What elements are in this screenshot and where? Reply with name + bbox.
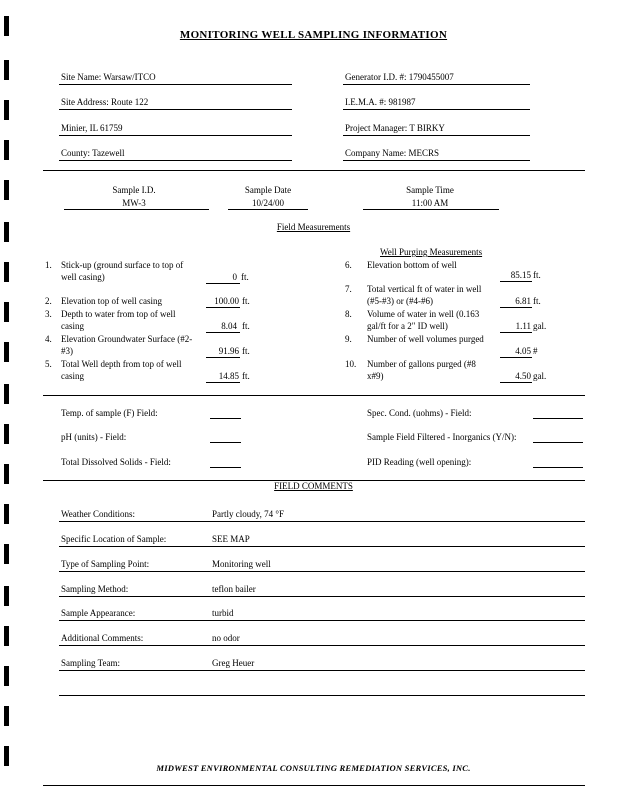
measure-value: 6.81 (515, 296, 531, 306)
spec-cond-blank (533, 418, 583, 419)
measure-unit: ft. (533, 296, 541, 306)
measure-value: 14.85 (218, 371, 239, 381)
measure-label-2: casing (61, 371, 84, 381)
site-address: Site Address: Route 122 (61, 97, 149, 107)
measure-unit: ft. (242, 296, 250, 306)
measure-label-2: #3) (61, 346, 73, 356)
tds-blank (210, 467, 241, 468)
measure-label-2: x#9) (367, 371, 384, 381)
measure-num: 3. (45, 309, 52, 319)
sample-time-value: 11:00 AM (411, 198, 449, 208)
measure-value: 91.96 (218, 346, 239, 356)
measure-value: 1.11 (515, 321, 531, 331)
measure-label-2: well casing) (61, 272, 105, 282)
field-comments-title: FIELD COMMENTS (274, 481, 353, 491)
ph-blank (210, 442, 241, 443)
site-city: Minier, IL 61759 (61, 123, 123, 133)
temp-blank (210, 418, 241, 419)
comment-label: Type of Sampling Point: (61, 559, 150, 569)
measure-num: 5. (45, 359, 52, 369)
measure-unit: ft. (242, 346, 250, 356)
measure-num: 2. (45, 296, 52, 306)
measure-num: 9. (345, 334, 352, 344)
sample-id-label: Sample I.D. (112, 185, 156, 195)
measure-label: Stick-up (ground surface to top of (61, 260, 184, 270)
measure-label: Elevation Groundwater Surface (#2- (61, 334, 193, 344)
site-county: County: Tazewell (61, 148, 125, 158)
footer-company: MIDWEST ENVIRONMENTAL CONSULTING REMEDIATION SERVICES, INC. (156, 763, 471, 773)
comment-value: no odor (212, 633, 240, 643)
document-title: MONITORING WELL SAMPLING INFORMATION (179, 29, 448, 41)
measure-label: Depth to water from top of well (61, 309, 176, 319)
measure-num: 8. (345, 309, 352, 319)
comment-label: Sampling Team: (61, 658, 120, 668)
comment-label: Sample Appearance: (61, 608, 136, 618)
ph-label: pH (units) - Field: (61, 432, 127, 442)
company-name: Company Name: MECRS (345, 148, 439, 158)
measure-label: Volume of water in well (0.163 (367, 309, 480, 319)
measure-num: 10. (345, 359, 357, 369)
comment-label: Weather Conditions: (61, 509, 136, 519)
pid-label: PID Reading (well opening): (367, 457, 472, 467)
measure-value: 0 (232, 272, 237, 282)
measure-num: 7. (345, 284, 352, 294)
measure-label: Number of well volumes purged (367, 334, 484, 344)
filtered-label: Sample Field Filtered - Inorganics (Y/N): (367, 432, 517, 442)
temp-label: Temp. of sample (F) Field: (61, 408, 158, 418)
comment-label: Specific Location of Sample: (61, 534, 167, 544)
measure-value: 85.15 (510, 270, 531, 280)
measure-unit: # (533, 346, 538, 356)
comment-value: Partly cloudy, 74 °F (212, 509, 285, 519)
iema-number: I.E.M.A. #: 981987 (345, 97, 416, 107)
sample-time-label: Sample Time (406, 185, 454, 195)
spec-cond-label: Spec. Cond. (uohms) - Field: (367, 408, 472, 418)
comment-label: Additional Comments: (61, 633, 144, 643)
measure-value: 4.50 (515, 371, 531, 381)
divider (43, 395, 585, 396)
measure-label: Number of gallons purged (#8 (367, 359, 476, 369)
measure-unit: ft. (242, 371, 250, 381)
divider (43, 785, 585, 786)
measure-num: 4. (45, 334, 52, 344)
measure-label: Elevation top of well casing (61, 296, 162, 306)
measure-label-2: gal/ft for a 2" ID well) (367, 321, 448, 331)
measure-num: 1. (45, 260, 52, 270)
divider (43, 170, 585, 171)
measure-label: Total vertical ft of water in well (367, 284, 482, 294)
measure-unit: ft. (242, 321, 250, 331)
measure-label-2: casing (61, 321, 84, 331)
measure-unit: ft. (241, 272, 249, 282)
comment-value: Greg Heuer (212, 658, 255, 668)
measure-unit: gal. (533, 321, 547, 331)
comment-value: Monitoring well (212, 559, 271, 569)
measure-num: 6. (345, 260, 352, 270)
generator-id: Generator I.D. #: 1790455007 (345, 72, 454, 82)
measure-label: Total Well depth from top of well (61, 359, 182, 369)
sample-id-value: MW-3 (122, 198, 146, 208)
pid-blank (533, 467, 583, 468)
well-purging-title: Well Purging Measurements (380, 247, 483, 257)
measure-unit: gal. (533, 371, 547, 381)
measure-unit: ft. (533, 270, 541, 280)
site-name: Site Name: Warsaw/ITCO (61, 72, 156, 82)
sample-date-value: 10/24/00 (251, 198, 284, 208)
comment-value: teflon bailer (212, 584, 256, 594)
measure-label-2: (#5-#3) or (#4-#6) (367, 296, 433, 306)
field-measurements-title: Field Measurements (276, 222, 351, 232)
filtered-blank (533, 442, 583, 443)
comment-value: SEE MAP (212, 534, 250, 544)
comment-value: turbid (212, 608, 234, 618)
measure-value: 8.04 (221, 321, 237, 331)
measure-value: 4.05 (515, 346, 531, 356)
tds-label: Total Dissolved Solids - Field: (61, 457, 171, 467)
measure-value: 100.00 (214, 296, 239, 306)
comment-label: Sampling Method: (61, 584, 129, 594)
measure-label: Elevation bottom of well (367, 260, 457, 270)
sample-date-label: Sample Date (244, 185, 292, 195)
project-manager: Project Manager: T BIRKY (345, 123, 445, 133)
